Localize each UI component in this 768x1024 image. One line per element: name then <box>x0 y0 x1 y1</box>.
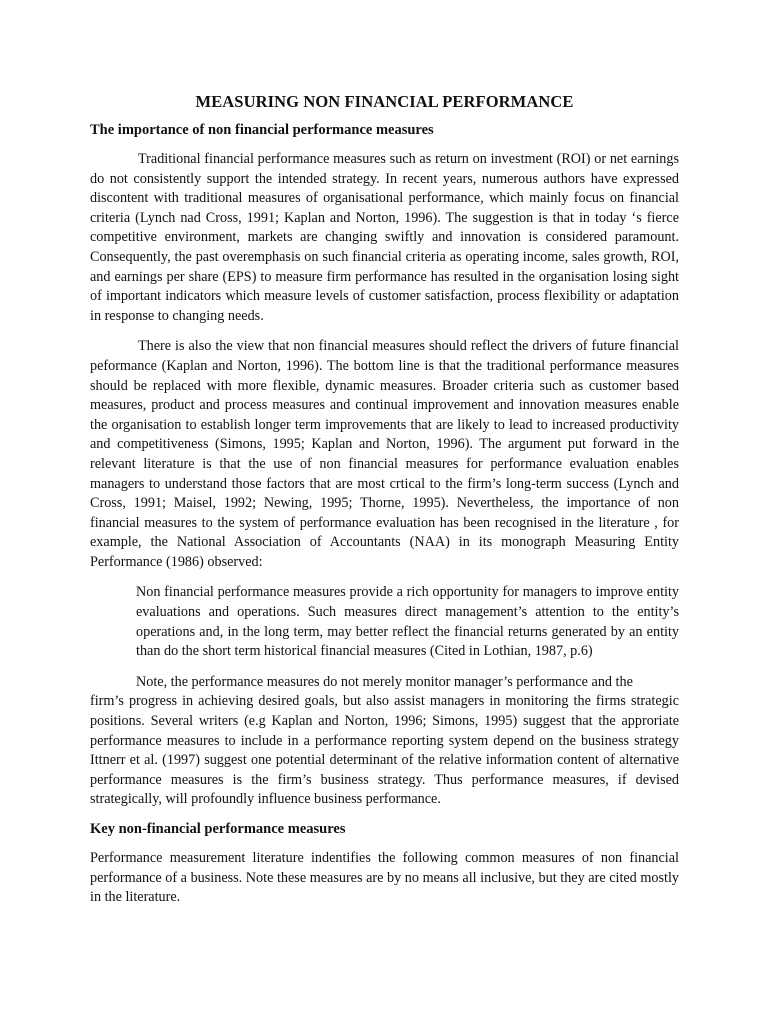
paragraph-2: There is also the view that non financial measures should reflect the drivers of future financial peformance (Kaplan and Norton, 1996). The bottom line is that the traditional performance measures should be replaced with more flexible, dynamic measures. Broader criteria such as customer based measures, product and process measures and continual improvement and innovation measures enable the organisation to establish longer term improvements that are likely to lead to increased productivity and competitiveness (Simons, 1995; Kaplan and Norton, 1996). The argument put forward in the relevant literature is that the use of non financial measures for performance evaluation enables managers to understand those factors that are most crtical to the firm’s long-term success (Lynch and Cross, 1991; Maisel, 1992; Newing, 1995; Thorne, 1995). Nevertheless, the importance of non financial measures to the system of performance evaluation has been recognised in the literature , for example, the National Association of Accountants (NAA) in its monograph Measuring Entity Performance (1986) observed: <box>90 338 679 570</box>
note-paragraph-continued: firm’s progress in achieving desired goals, but also assist managers in monitoring the firms strategic positions. Several writers (e.g Kaplan and Norton, 1996; Simons, 1995) suggest that the approriate performance measures to include in a performance reporting system depend on the business strategy Ittnerr et al. (1997) suggest one potential determinant of the relative information content of alternative performance measures is the firm’s business strategy. Thus performance measures, if devised strategically, will profoundly influence business performance. <box>90 693 679 808</box>
document-page <box>90 92 679 919</box>
note-paragraph-start: Note, the performance measures do not merely monitor manager’s performance and the <box>136 673 633 690</box>
block-quote: Non financial performance measures provide a rich opportunity for managers to improve entity evaluations and operations. Such measures direct management’s attention to the entity’s operations and, in the long term, may better reflect the financial returns generated by an entity than do the short term historical financial measures (Cited in Lothian, 1987, p.6) <box>136 584 679 660</box>
paragraph-4: Performance measurement literature indentifies the following common measures of non financial performance of a business. Note these measures are by no means all inclusive, but they are cited mostly in the literature. <box>90 850 679 906</box>
paragraph-1: Traditional financial performance measures such as return on investment (ROI) or net earnings do not consistently support the intended strategy. In recent years, numerous authors have expressed discontent with traditional measures of organisational performance, which mainly focus on financial criteria (Lynch nad Cross, 1991; Kaplan and Norton, 1996). The suggestion is that in today ‘s fierce competitive environment, markets are changing swiftly and innovation is considered paramount. Consequently, the past overemphasis on such financial criteria as operating income, sales growth, ROI, and earnings per share (EPS) to measure firm performance has resulted in the organisation losing sight of important indicators which measure levels of customer satisfaction, process flexibility or adaptation in response to changing needs. <box>90 151 679 324</box>
section-heading-key-measures: Key non-financial performance measures <box>90 821 346 837</box>
section-heading-importance: The importance of non financial performance measures <box>90 122 434 138</box>
document-title: MEASURING NON FINANCIAL PERFORMANCE <box>195 92 574 111</box>
